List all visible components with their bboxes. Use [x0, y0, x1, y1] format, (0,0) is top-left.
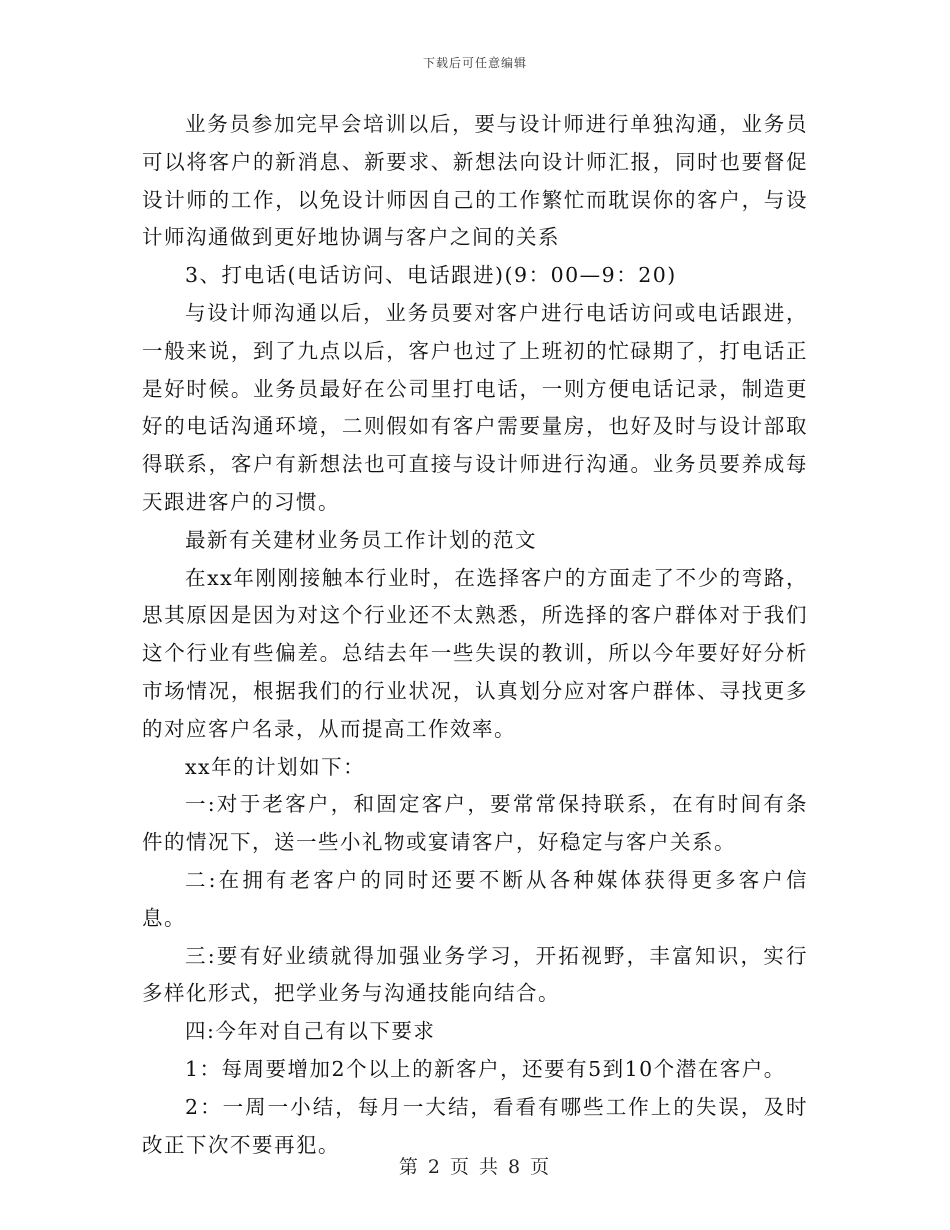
requirement-2: 2：一周一小结，每月一大结，看看有哪些工作上的失误，及时改正下次不要再犯。 [142, 1094, 808, 1157]
plan-item-4: 四:今年对自己有以下要求 [185, 1019, 436, 1044]
paragraph-designer-communication: 业务员参加完早会培训以后，要与设计师进行单独沟通，业务员可以将客户的新消息、新要求、新想法向设计师汇报，同时也要督促设计师的工作，以免设计师因自己的工作繁忙而耽误你的客户，与设计师沟通做到更好地协调与客户之间的关系 [142, 112, 808, 250]
plan-intro: xx年的计划如下： [185, 754, 366, 779]
page-header: 下载后可任意编辑 [422, 56, 527, 70]
section-heading-phone-calls: 3、打电话(电话访问、电话跟进)(9：00—9：20) [185, 263, 677, 288]
requirement-1: 1：每周要增加2个以上的新客户，还要有5到10个潜在客户。 [185, 1056, 786, 1081]
document-body [142, 106, 808, 1164]
paragraph-year-review: 在xx年刚刚接触本行业时，在选择客户的方面走了不少的弯路，思其原因是因为对这个行业还不太熟悉，所选择的客户群体对于我们这个行业有些偏差。总结去年一些失误的教训，所以今年要好好分析市场情况，根据我们的行业状况，认真划分应对客户群体、寻找更多的对应客户名录，从而提高工作效率。 [142, 565, 808, 741]
section-title-work-plan: 最新有关建材业务员工作计划的范文 [185, 527, 537, 552]
page-number: 第 2 页 共 8 页 [398, 1156, 552, 1178]
plan-item-2: 二:在拥有老客户的同时还要不断从各种媒体获得更多客户信息。 [142, 867, 808, 930]
paragraph-phone-followup: 与设计师沟通以后，业务员要对客户进行电话访问或电话跟进，一般来说，到了九点以后，客户也过了上班初的忙碌期了，打电话正是好时候。业务员最好在公司里打电话，一则方便电话记录，制造更好的电话沟通环境，二则假如有客户需要量房，也好及时与设计部取得联系，客户有新想法也可直接与设计师进行沟通。业务员要养成每天跟进客户的习惯。 [142, 300, 808, 514]
plan-item-1: 一:对于老客户，和固定客户，要常常保持联系，在有时间有条件的情况下，送一些小礼物或宴请客户，好稳定与客户关系。 [142, 792, 808, 855]
plan-item-3: 三:要有好业绩就得加强业务学习，开拓视野，丰富知识，实行多样化形式，把学业务与沟通技能向结合。 [142, 943, 808, 1006]
